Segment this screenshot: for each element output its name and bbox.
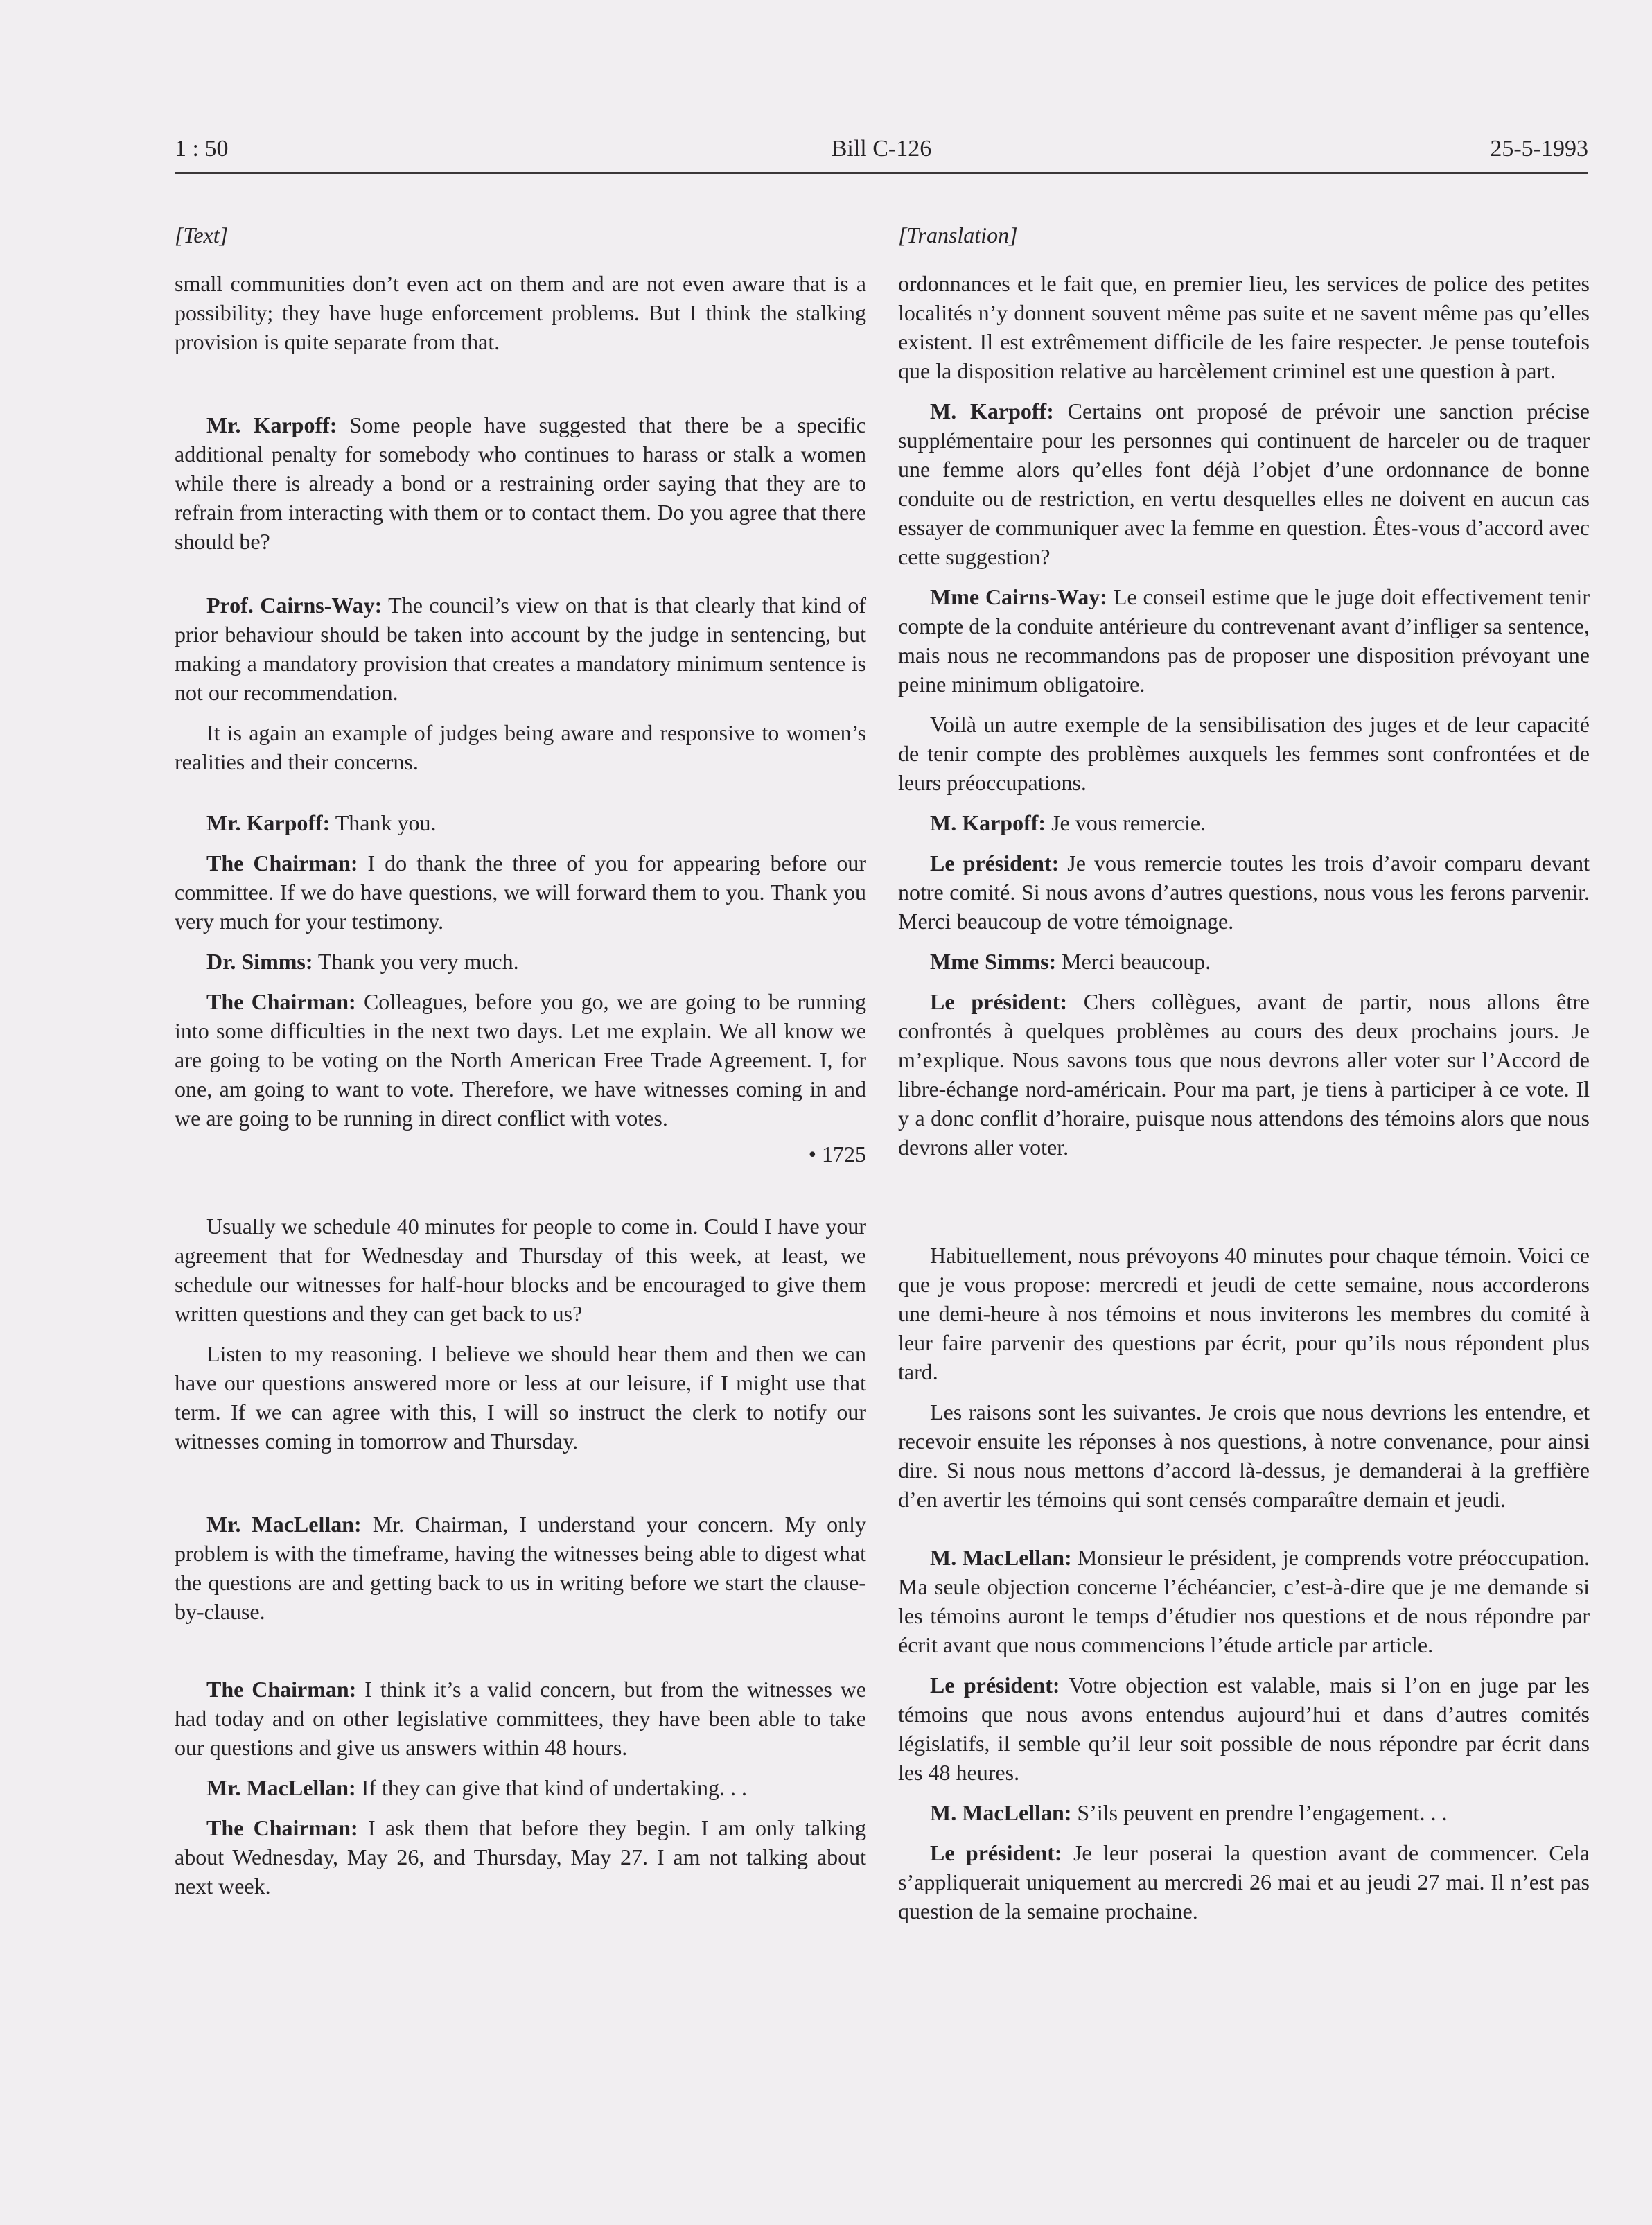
speech-text: Chers collègues, avant de partir, nous allons être confrontés à quelques problèmes au cours des deux prochains jours. Je m’explique. Nous savons tous que nous devrons aller voter sur l’Accord de libre-échange nord-américain. Pour ma part, je tiens à participer à ce vote. Il y a donc conflit d’horaire, puisque nous attendons des témoins alors que nous devrons aller voter. (898, 989, 1590, 1160)
paragraph: Habituellement, nous prévoyons 40 minutes pour chaque témoin. Voici ce que je vous propose: mercredi et jeudi de cette semaine, nous accorderons une demi-heure à nos témoins et nous inviterons les membres du comité à leur faire parvenir des questions par écrit, pour qu’ils nous répondent plus tard. (898, 1243, 1590, 1384)
speaker-name: Mme Simms: (930, 949, 1057, 974)
speech-paragraph (898, 947, 1590, 976)
speech-text: I think it’s a valid concern, but from the witnesses we had today and on other legislative committees, they have been able to take our questions and give us answers within 48 hours. (175, 1677, 867, 1760)
speech-text: I do thank the three of you for appearing before our committee. If we do have questions, we will forward them to you. Thank you very much for your testimony. (175, 850, 867, 934)
speech-paragraph (898, 1670, 1590, 1787)
speech-paragraph (898, 1798, 1590, 1827)
speech-paragraph (175, 410, 866, 556)
speaker-name: M. Karpoff: (930, 810, 1046, 835)
speech-paragraph (898, 582, 1590, 699)
column-label: [Text] (175, 222, 229, 247)
speaker-name: Mme Cairns-Way: (930, 584, 1107, 609)
paragraph: Voilà un autre exemple de la sensibilisation des juges et de leur capacité de tenir compte des problèmes auxquels les femmes sont confrontées et de leurs préoccupations. (898, 712, 1590, 795)
speaker-name: The Chairman: (206, 1677, 357, 1702)
speech-paragraph (175, 848, 866, 936)
speaker-name: Le président: (930, 1840, 1062, 1865)
speaker-name: Mr. MacLellan: (206, 1775, 356, 1800)
speaker-name: Mr. Karpoff: (206, 810, 331, 835)
speech-text: S’ils peuvent en prendre l’engagement. . . (1071, 1800, 1448, 1825)
speech-text: Le conseil estime que le juge doit effectivement tenir compte de la conduite antérieure du contrevenant avant d’infliger sa sentence, mais nous ne recommandons pas de proposer une disposition prévoyant une peine minimum obligatoire. (898, 584, 1590, 697)
speaker-name: Dr. Simms: (206, 949, 313, 974)
speaker-name: Mr. MacLellan: (206, 1512, 362, 1537)
document-title: Bill C-126 (831, 136, 932, 162)
speech-text: Je vous remercie toutes les trois d’avoir comparu devant notre comité. Si nous avons d’autres questions, nous vous les ferons parvenir. Merci beaucoup de votre témoignage. (898, 850, 1590, 934)
paragraph: small communities don’t even act on them and are not even aware that is a possibility; they have huge enforcement problems. But I think the stalking provision is quite separate from that. (175, 271, 866, 354)
paragraph: Usually we schedule 40 minutes for people to come in. Could I have your agreement that for Wednesday and Thursday of this week, at least, we schedule our witnesses for half-hour blocks and be encouraged to give them written questions and they can get back to us? (175, 1214, 866, 1326)
speech-paragraph (175, 1675, 866, 1762)
speech-text: Mr. Chairman, I understand your concern. My only problem is with the timeframe, having the witnesses being able to digest what the questions are and getting back to us in writing before we start the clause-by-clause. (175, 1512, 867, 1624)
speech-paragraph (898, 1838, 1590, 1926)
column-label: [Translation] (898, 222, 1018, 247)
speech-paragraph (175, 947, 866, 976)
speech-paragraph (175, 1773, 866, 1802)
speech-paragraph (175, 987, 866, 1133)
time-marker: • 1725 (808, 1142, 866, 1167)
speech-paragraph (175, 591, 866, 707)
english-column (175, 220, 866, 1901)
speaker-name: M. MacLellan: (930, 1800, 1072, 1825)
speech-paragraph (898, 808, 1590, 837)
speech-text: Monsieur le président, je comprends votre préoccupation. Ma seule objection concerne l’échéancier, c’est-à-dire que je me demande si les témoins auront le temps d’étudier nos questions et de nous répondre par écrit avant que nous commencions l’étude article par article. (898, 1545, 1590, 1657)
speaker-name: M. MacLellan: (930, 1545, 1072, 1570)
paragraph: It is again an example of judges being aware and responsive to women’s realities and their concerns. (175, 720, 866, 774)
document-date: 25-5-1993 (1490, 136, 1588, 162)
speaker-name: Mr. Karpoff: (206, 412, 337, 437)
speech-paragraph (898, 987, 1590, 1162)
paragraph: Listen to my reasoning. I believe we should hear them and then we can have our questions answered more or less at our leisure, if I might use that term. If we can agree with this, I will so instruct the clerk to notify our witnesses coming in tomorrow and Thursday. (175, 1341, 866, 1454)
speaker-name: Le président: (930, 989, 1067, 1014)
speech-text: Je vous remercie. (1046, 810, 1206, 835)
speech-text: Thank you. (330, 810, 437, 835)
paragraph: Les raisons sont les suivantes. Je crois que nous devrions les entendre, et recevoir ensuite les réponses à nos questions, à notre convenance, pour ainsi dire. Si nous nous mettons d’accord là-dessus, je demanderai à la greffière d’en avertir les témoins qui sont censés comparaître demain et jeudi. (898, 1399, 1590, 1512)
speech-paragraph (175, 1510, 866, 1626)
speaker-name: The Chairman: (206, 1815, 358, 1840)
speech-text: If they can give that kind of undertaking. . . (355, 1775, 747, 1800)
page-number: 1 : 50 (175, 136, 229, 162)
speech-text: The council’s view on that is that clearly that kind of prior behaviour should be taken into account by the judge in sentencing, but making a mandatory provision that creates a mandatory minimum sentence is not our recommendation. (175, 593, 867, 705)
paragraph: ordonnances et le fait que, en premier lieu, les services de police des petites localités n’y donnent souvent même pas suite et ne savent même pas qu’elles existent. Il est extrêmement difficile de les faire respecter. Je pense toutefois que la disposition relative au harcèlement criminel est une question à part. (898, 271, 1590, 383)
speaker-name: M. Karpoff: (930, 399, 1054, 424)
speaker-name: The Chairman: (206, 989, 356, 1014)
speech-text: I ask them that before they begin. I am only talking about Wednesday, May 26, and Thursday, May 27. I am not talking about next week. (175, 1815, 867, 1899)
page-header (175, 136, 1588, 174)
speech-paragraph (898, 848, 1590, 936)
speaker-name: Le président: (930, 850, 1060, 875)
speech-paragraph (898, 396, 1590, 571)
speech-text: Some people have suggested that there be a specific additional penalty for somebody who continues to harass or stalk a women while there is already a bond or a restraining order saying that they are to refrain from interacting with them or to contact them. Do you agree that there should be? (175, 412, 867, 554)
speech-paragraph (175, 1813, 866, 1901)
speech-text: Thank you very much. (313, 949, 519, 974)
speaker-name: Prof. Cairns-Way: (206, 593, 383, 618)
speaker-name: Le président: (930, 1673, 1060, 1698)
speech-text: Votre objection est valable, mais si l’on en juge par les témoins que nous avons entendus aujourd’hui et dans d’autres comités législatifs, il semble qu’il leur soit possible de nous répondre par écrit dans les 48 heures. (898, 1673, 1590, 1785)
speech-paragraph (898, 1543, 1590, 1659)
speech-text: Certains ont proposé de prévoir une sanction précise supplémentaire pour les personnes qui continuent de harceler ou de traquer une femme alors qu’elles font déjà l’objet d’une ordonnance de bonne conduite ou de restriction, en vertu desquelles elles ne doivent en aucun cas essayer de communiquer avec la femme en question. Êtes-vous d’accord avec cette suggestion? (898, 399, 1590, 569)
speech-text: Merci beaucoup. (1056, 949, 1211, 974)
french-column (898, 220, 1590, 1926)
speech-paragraph (175, 808, 866, 837)
speech-text: Je leur poserai la question avant de commencer. Cela s’appliquerait uniquement au mercredi 26 mai et au jeudi 27 mai. Il n’est pas question de la semaine prochaine. (898, 1840, 1590, 1923)
speaker-name: The Chairman: (206, 850, 358, 875)
speech-text: Colleagues, before you go, we are going to be running into some difficulties in the next two days. Let me explain. We all know we are going to be voting on the North American Free Trade Agreement. I, for one, am going to want to vote. Therefore, we have witnesses coming in and we are going to be running in direct conflict with votes. (175, 989, 867, 1131)
